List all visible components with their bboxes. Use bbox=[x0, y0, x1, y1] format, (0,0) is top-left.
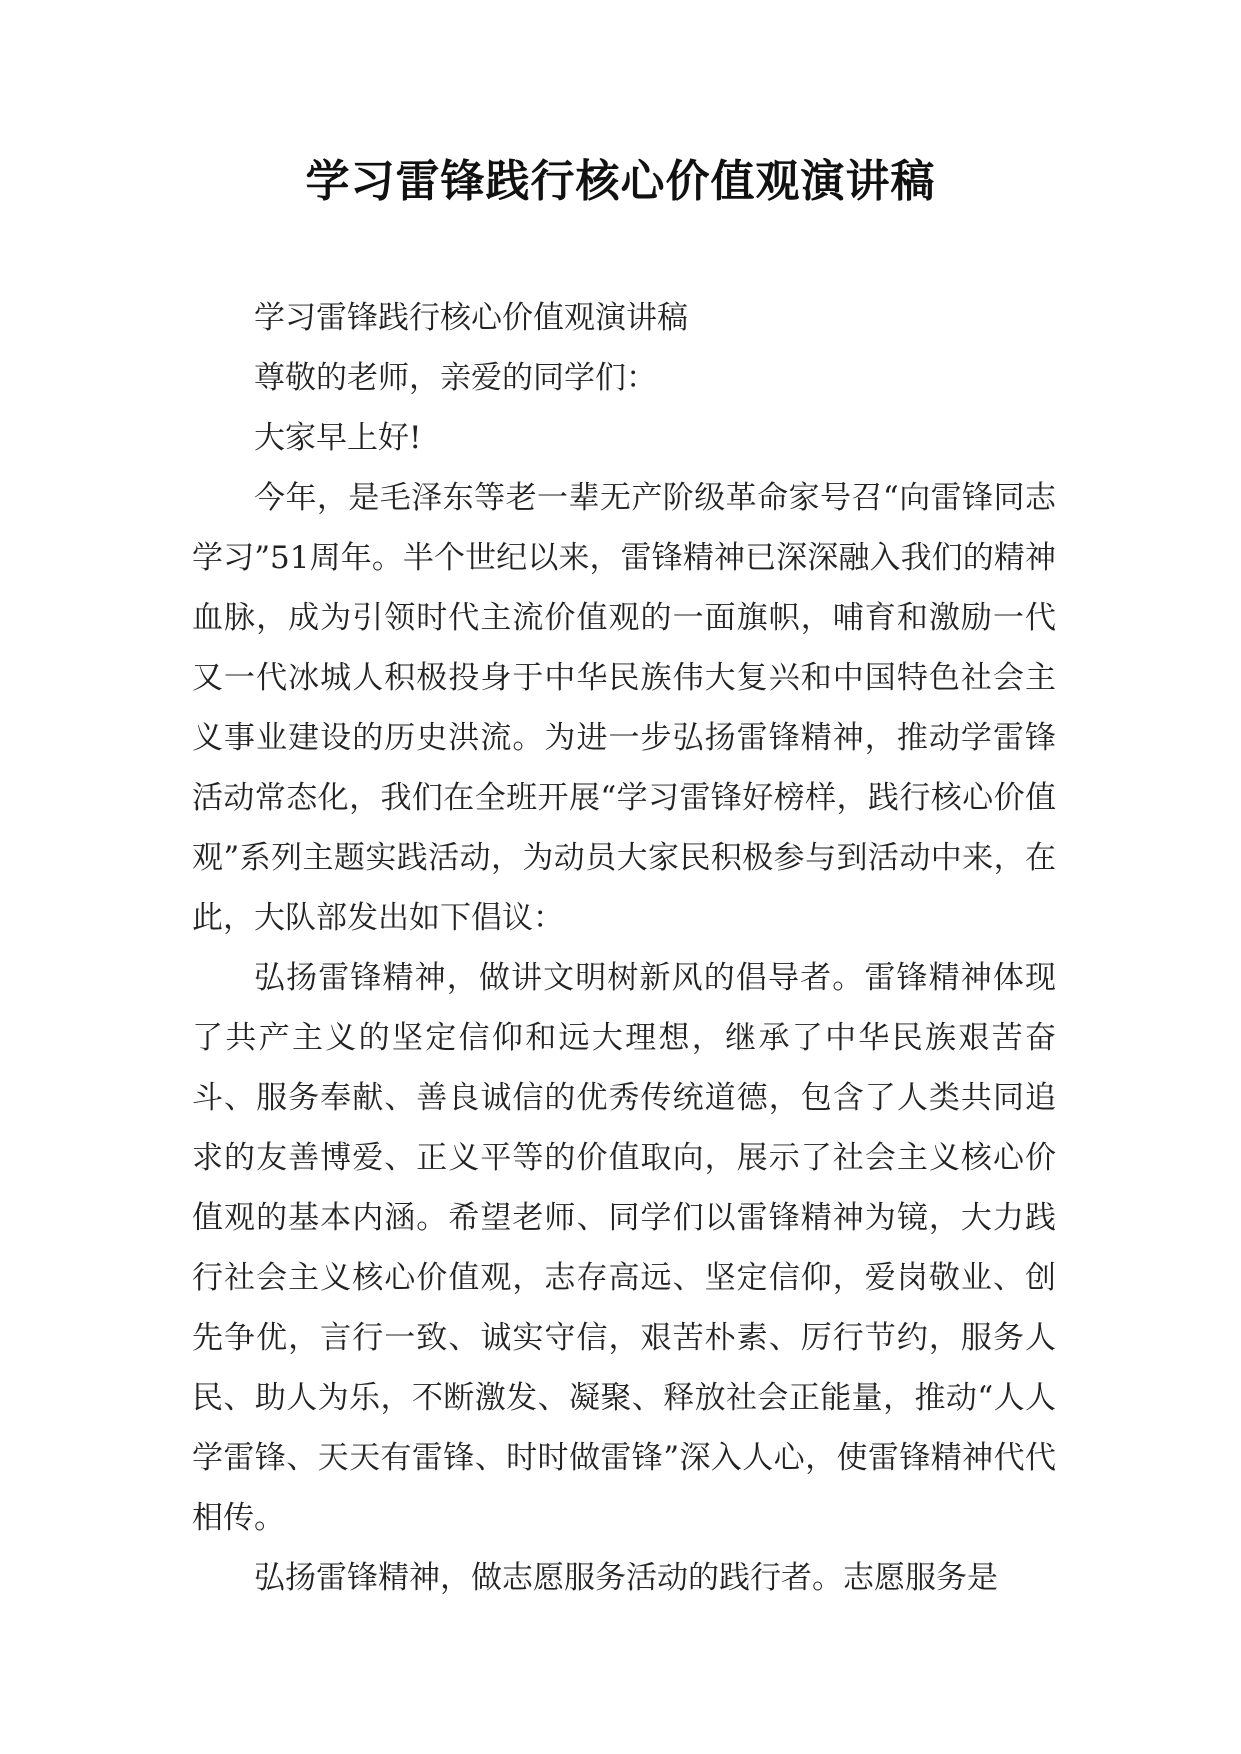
paragraph-volunteer: 弘扬雷锋精神，做志愿服务活动的践行者。志愿服务是 bbox=[254, 1560, 998, 1596]
document-title: 学习雷锋践行核心价值观演讲稿 bbox=[305, 156, 936, 207]
paragraph-heading: 学习雷锋践行核心价值观演讲稿 bbox=[254, 300, 688, 336]
paragraph-intro: 今年，是毛泽东等老一辈无产阶级革命家号召“向雷锋同志学习”51周年。半个世纪以来，雷锋精神已深深融入我们的精神血脉，成为引领时代主流价值观的一面旗帜，哺育和激励一代又一代冰城人积极投身于中华民族伟大复兴和中国特色社会主义事业建设的历史洪流。为进一步弘扬雷锋精神，推动学雷锋活动常态化，我们在全班开展“学习雷锋好榜样，践行核心价值观”系列主题实践活动，为动员大家民积极参与到活动中来，在此，大队部发出如下倡议： bbox=[192, 480, 1056, 936]
paragraph-civility: 弘扬雷锋精神，做讲文明树新风的倡导者。雷锋精神体现了共产主义的坚定信仰和远大理想，继承了中华民族艰苦奋斗、服务奉献、善良诚信的优秀传统道德，包含了人类共同追求的友善博爱、正义平等的价值取向，展示了社会主义核心价值观的基本内涵。希望老师、同学们以雷锋精神为镜，大力践行社会主义核心价值观，志存高远、坚定信仰，爱岗敬业、创先争优，言行一致、诚实守信，艰苦朴素、厉行节约，服务人民、助人为乐，不断激发、凝聚、释放社会正能量，推动“人人学雷锋、天天有雷锋、时时做雷锋”深入人心，使雷锋精神代代相传。 bbox=[192, 960, 1056, 1536]
paragraph-salutation: 尊敬的老师，亲爱的同学们： bbox=[254, 360, 657, 396]
document-body bbox=[192, 288, 1056, 1608]
paragraph-greeting: 大家早上好! bbox=[254, 420, 422, 456]
